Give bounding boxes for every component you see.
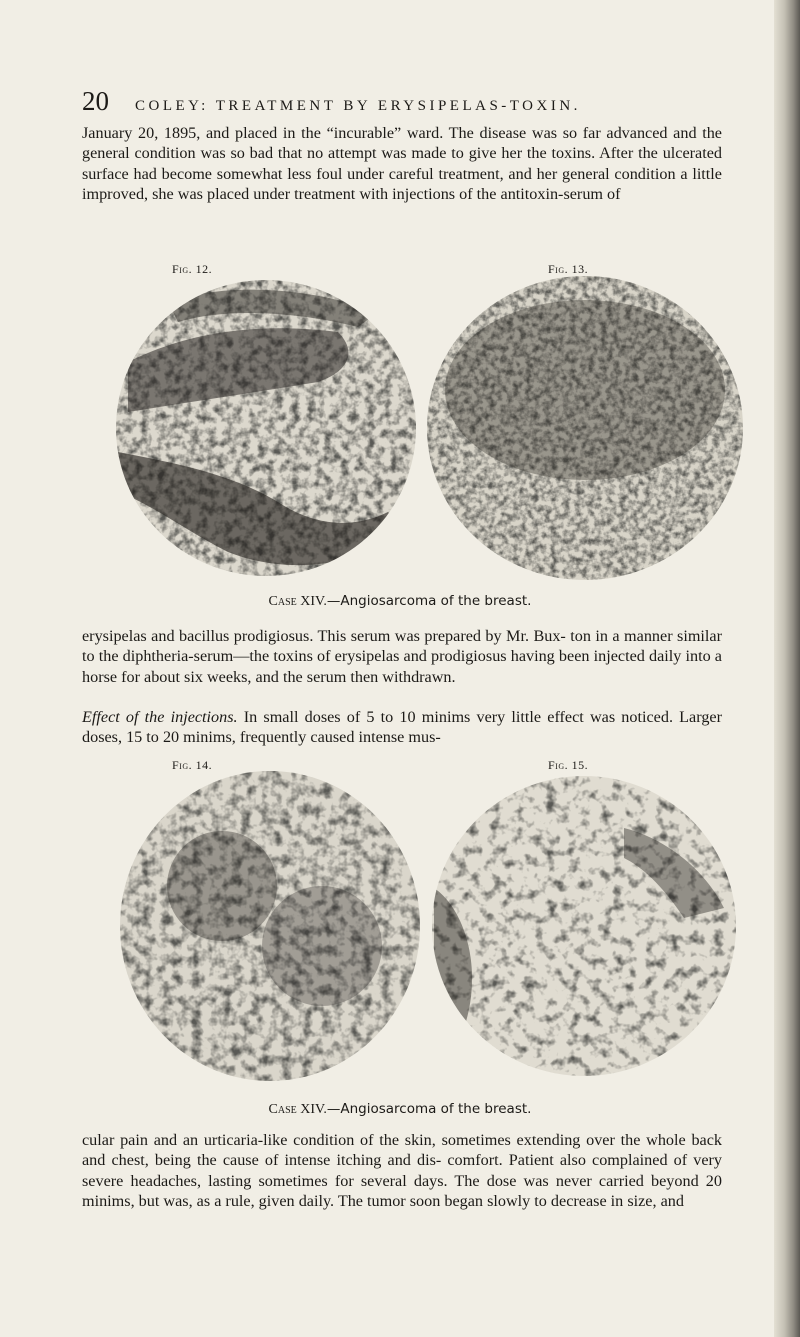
page-number: 20 <box>82 86 109 116</box>
caption-case-label: Case XIV. <box>268 594 327 609</box>
micrograph-fig-14 <box>112 766 428 1088</box>
paragraph-3-text: In small doses of 5 to 10 minims very little effect was noticed. Larger doses, 15 to 20 minims, frequently caused intense mus- <box>82 708 722 747</box>
paragraph-2: erysipelas and bacillus prodigiosus. This serum was prepared by Mr. Bux- ton in a manner similar to the diphtheria-serum—the toxins of erysipelas and prodigiosus having been injected daily into a horse for about six weeks, and the serum then withdrawn. <box>82 627 722 686</box>
running-title: COLEY: TREATMENT BY ERYSIPELAS-TOXIN. <box>135 98 581 114</box>
paragraph-1: January 20, 1895, and placed in the “incurable” ward. The disease was so far advanced and the general condition was so bad that no attempt was made to give her the toxins. After the ulcerated surface had become somewhat less foul under careful treatment, and her general condition a little improved, she was placed under treatment with injections of the antitoxin-serum of <box>82 124 722 203</box>
figure-label-14: Fig. 14. <box>172 758 213 772</box>
figure-label-13: Fig. 13. <box>548 262 589 276</box>
caption-case-label: Case XIV. <box>268 1102 327 1117</box>
figure-caption-top <box>0 593 800 610</box>
caption-text: —Angiosarcoma of the breast. <box>326 1101 532 1117</box>
micrograph-fig-12 <box>108 272 424 584</box>
figure-label-12: Fig. 12. <box>172 262 213 276</box>
section-heading-effect: Effect of the injections. <box>82 708 238 726</box>
caption-text: —Angiosarcoma of the breast. <box>326 593 532 609</box>
figure-label-15: Fig. 15. <box>548 758 589 772</box>
figure-caption-bottom <box>0 1101 800 1118</box>
micrograph-fig-13 <box>420 270 750 586</box>
paragraph-3 <box>82 707 722 748</box>
paragraph-4: cular pain and an urticaria-like condition of the skin, sometimes extending over the whole back and chest, being the cause of intense itching and dis- comfort. Patient also complained of very severe headaches, lasting sometimes for several days. The dose was never carried beyond 20 minims, but was, as a rule, given daily. The tumor soon began slowly to decrease in size, and <box>82 1131 722 1210</box>
page-header <box>82 86 722 117</box>
micrograph-fig-15 <box>424 768 744 1088</box>
book-spine-shadow <box>774 0 800 1337</box>
